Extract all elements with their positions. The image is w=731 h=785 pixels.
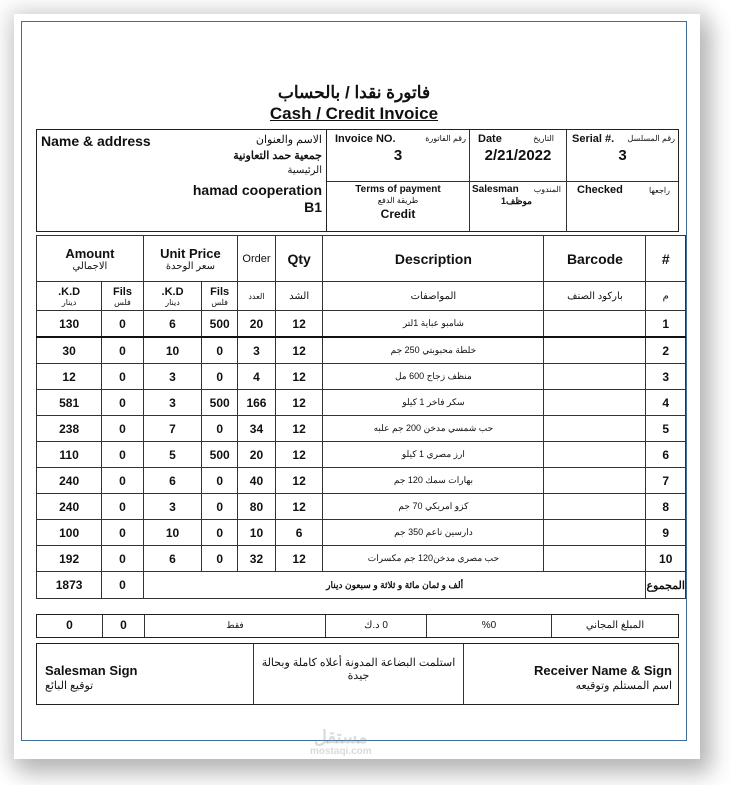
order-count-cell: 32 xyxy=(238,546,276,572)
unit-fils-cell: 500 xyxy=(202,442,238,468)
order-count-cell: 20 xyxy=(238,442,276,468)
total-row xyxy=(37,572,686,599)
watermark-site: mostaqi.com xyxy=(310,746,372,757)
description-cell: ارز مصري 1 كيلو xyxy=(323,442,544,468)
terms-cell xyxy=(327,182,470,231)
terms-label-ar: طريقة الدفع xyxy=(377,196,419,205)
description-ar-header: المواصفات xyxy=(323,282,544,311)
order-count-cell: 40 xyxy=(238,468,276,494)
order-count-cell: 20 xyxy=(238,311,276,338)
date-value: 2/21/2022 xyxy=(484,147,552,164)
amount-fils-cell: 0 xyxy=(102,442,144,468)
amount-fils-cell: 0 xyxy=(102,337,144,364)
barcode-cell xyxy=(544,390,646,416)
unit-kd-cell: 6 xyxy=(143,311,202,338)
customer-name-ar: جمعية حمد التعاونية xyxy=(233,150,322,162)
amount-kd-cell: 581 xyxy=(37,390,102,416)
salesman-sign-label-ar: توقيع البائع xyxy=(45,680,94,692)
invoice-number-value: 3 xyxy=(393,147,403,164)
salesman-label-ar: المندوب xyxy=(533,185,561,194)
unit-kd-cell: 5 xyxy=(143,442,202,468)
table-row xyxy=(37,416,686,442)
row-number-cell: 4 xyxy=(646,390,686,416)
description-cell: دارسين ناعم 350 جم xyxy=(323,520,544,546)
amount-kd-cell: 100 xyxy=(37,520,102,546)
unit-kd-cell: 10 xyxy=(143,520,202,546)
table-row xyxy=(37,546,686,572)
unit-kd-header: .K.D دينار xyxy=(143,282,202,311)
free-fils: 0 xyxy=(103,615,145,637)
free-only: فقط xyxy=(145,615,326,637)
description-cell: كزو امريكي 70 جم xyxy=(323,494,544,520)
description-cell: حب شمسي مدخن 200 جم علبه xyxy=(323,416,544,442)
title-english: Cash / Credit Invoice xyxy=(269,104,439,123)
total-label: المجموع xyxy=(646,572,686,599)
barcode-cell xyxy=(544,494,646,520)
unit-fils-cell: 500 xyxy=(202,311,238,338)
receiver-sign-cell xyxy=(464,644,678,704)
watermark-logo: مستقل xyxy=(313,727,368,747)
qty-cell: 12 xyxy=(275,416,323,442)
amount-kd-cell: 12 xyxy=(37,364,102,390)
salesman-sign-cell xyxy=(37,644,254,704)
serial-cell xyxy=(567,130,678,182)
row-number-cell: 10 xyxy=(646,546,686,572)
qty-cell: 12 xyxy=(275,390,323,416)
barcode-cell xyxy=(544,364,646,390)
unit-kd-cell: 3 xyxy=(143,390,202,416)
checked-cell xyxy=(567,182,678,231)
date-label-ar: التاريخ xyxy=(533,134,554,143)
qty-cell: 6 xyxy=(275,520,323,546)
row-number-cell: 5 xyxy=(646,416,686,442)
table-row xyxy=(37,520,686,546)
invoice-number-label: Invoice NO. xyxy=(335,133,396,145)
amount-fils-cell: 0 xyxy=(102,311,144,338)
unit-fils-cell: 0 xyxy=(202,468,238,494)
salesman-label: Salesman xyxy=(472,184,519,195)
receiver-sign-label-ar: اسم المستلم وتوقيعه xyxy=(575,680,672,692)
receipt-statement: استلمت البضاعة المدونة أعلاه كاملة وبحالة جيدة xyxy=(254,644,464,704)
terms-label: Terms of payment xyxy=(355,184,441,195)
description-cell: شامبو عباية 1لتر xyxy=(323,311,544,338)
barcode-cell xyxy=(544,546,646,572)
table-row xyxy=(37,390,686,416)
amount-fils-header: Fils فلس xyxy=(102,282,144,311)
free-amount-label: المبلغ المجاني xyxy=(585,620,645,631)
barcode-cell xyxy=(544,468,646,494)
row-number-cell: 3 xyxy=(646,364,686,390)
unit-kd-cell: 7 xyxy=(143,416,202,442)
order-count-cell: 3 xyxy=(238,337,276,364)
table-row xyxy=(37,311,686,338)
order-count-cell: 80 xyxy=(238,494,276,520)
amount-fils-cell: 0 xyxy=(102,416,144,442)
amount-fils-cell: 0 xyxy=(102,468,144,494)
qty-cell: 12 xyxy=(275,337,323,364)
customer-name-en: hamad cooperation xyxy=(192,182,322,198)
amount-kd-cell: 30 xyxy=(37,337,102,364)
unit-fils-cell: 0 xyxy=(202,494,238,520)
qty-cell: 12 xyxy=(275,546,323,572)
unit-kd-cell: 6 xyxy=(143,546,202,572)
invoice-number-cell xyxy=(327,130,470,182)
table-row xyxy=(37,494,686,520)
amount-fils-cell: 0 xyxy=(102,494,144,520)
row-number-cell: 2 xyxy=(646,337,686,364)
barcode-cell xyxy=(544,442,646,468)
qty-cell: 12 xyxy=(275,364,323,390)
subheader-row xyxy=(37,282,686,311)
unit-kd-cell: 10 xyxy=(143,337,202,364)
order-ar-header: العدد xyxy=(238,282,276,311)
barcode-cell xyxy=(544,416,646,442)
description-header: Description xyxy=(323,236,544,282)
order-count-cell: 34 xyxy=(238,416,276,442)
qty-ar-header: الشد xyxy=(275,282,323,311)
unit-kd-cell: 6 xyxy=(143,468,202,494)
customer-box xyxy=(36,129,327,232)
free-percent: %0 xyxy=(427,615,552,637)
row-number-cell: 7 xyxy=(646,468,686,494)
terms-value: Credit xyxy=(380,207,416,221)
unit-fils-header: Fils فلس xyxy=(202,282,238,311)
amount-kd-cell: 110 xyxy=(37,442,102,468)
customer-label-en: Name & address xyxy=(41,133,151,149)
amount-kd-cell: 240 xyxy=(37,494,102,520)
invoice-info-box xyxy=(326,129,679,232)
number-header: # xyxy=(646,236,686,282)
free-kd-value: 0 د.ك xyxy=(326,615,427,637)
total-in-words: ألف و ثمان مائة و ثلاثة و سبعون دينار xyxy=(143,572,646,599)
receiver-sign-label: Receiver Name & Sign xyxy=(533,663,672,678)
customer-label-ar: الاسم والعنوان xyxy=(255,134,322,146)
date-cell xyxy=(470,130,567,182)
unit-kd-cell: 3 xyxy=(143,494,202,520)
order-count-cell: 10 xyxy=(238,520,276,546)
unit-fils-cell: 0 xyxy=(202,520,238,546)
header-row xyxy=(37,236,686,282)
qty-cell: 12 xyxy=(275,442,323,468)
unit-fils-cell: 500 xyxy=(202,390,238,416)
date-label: Date xyxy=(478,133,502,145)
items-table xyxy=(36,235,686,599)
table-row xyxy=(37,468,686,494)
description-cell: سكر فاخر 1 كيلو xyxy=(323,390,544,416)
order-header: Order xyxy=(238,236,276,282)
unit-kd-cell: 3 xyxy=(143,364,202,390)
customer-branch: B1 xyxy=(304,199,322,215)
amount-kd-cell: 240 xyxy=(37,468,102,494)
salesman-sign-label: Salesman Sign xyxy=(45,663,138,678)
row-number-cell: 1 xyxy=(646,311,686,338)
order-count-cell: 166 xyxy=(238,390,276,416)
barcode-cell xyxy=(544,311,646,338)
unit-price-header: Unit Price سعر الوحدة xyxy=(143,236,237,282)
amount-fils-cell: 0 xyxy=(102,364,144,390)
invoice-number-label-ar: رقم الفاتورة xyxy=(425,134,466,143)
amount-fils-cell: 0 xyxy=(102,520,144,546)
barcode-cell xyxy=(544,337,646,364)
amount-kd-cell: 238 xyxy=(37,416,102,442)
table-row xyxy=(37,337,686,364)
free-kd: 0 xyxy=(37,615,103,637)
serial-label: Serial #. xyxy=(572,133,615,145)
description-cell: منظف زجاج 600 مل xyxy=(323,364,544,390)
qty-cell: 12 xyxy=(275,311,323,338)
row-number-cell: 6 xyxy=(646,442,686,468)
title-arabic: فاتورة نقدا / بالحساب xyxy=(277,83,431,102)
row-number-cell: 9 xyxy=(646,520,686,546)
unit-fils-cell: 0 xyxy=(202,546,238,572)
customer-district-ar: الرئيسية xyxy=(287,165,322,176)
description-cell: حب مصري مدخن120 جم مكسرات xyxy=(323,546,544,572)
free-amount-box xyxy=(36,614,679,638)
invoice-page xyxy=(21,21,687,741)
amount-fils-cell: 0 xyxy=(102,546,144,572)
row-number-cell: 8 xyxy=(646,494,686,520)
checked-label-ar: راجعها xyxy=(648,186,670,195)
amount-kd-header: .K.D دينار xyxy=(37,282,102,311)
barcode-cell xyxy=(544,520,646,546)
signature-box xyxy=(36,643,679,705)
unit-fils-cell: 0 xyxy=(202,364,238,390)
amount-kd-cell: 192 xyxy=(37,546,102,572)
total-fils: 0 xyxy=(102,572,144,599)
table-row xyxy=(37,364,686,390)
unit-fils-cell: 0 xyxy=(202,416,238,442)
qty-cell: 12 xyxy=(275,494,323,520)
unit-fils-cell: 0 xyxy=(202,337,238,364)
table-row xyxy=(37,442,686,468)
salesman-value: موظف1 xyxy=(501,196,532,206)
salesman-cell xyxy=(470,182,567,231)
qty-header: Qty xyxy=(275,236,323,282)
barcode-ar-header: باركود الصنف xyxy=(544,282,646,311)
amount-header: Amount الاجمالي xyxy=(37,236,144,282)
serial-label-ar: رقم المسلسل xyxy=(627,134,675,143)
description-cell: بهارات سمك 120 جم xyxy=(323,468,544,494)
barcode-header: Barcode xyxy=(544,236,646,282)
description-cell: خلطة محبوبتي 250 جم xyxy=(323,337,544,364)
watermark xyxy=(310,728,372,757)
amount-fils-cell: 0 xyxy=(102,390,144,416)
qty-cell: 12 xyxy=(275,468,323,494)
order-count-cell: 4 xyxy=(238,364,276,390)
total-kd: 1873 xyxy=(37,572,102,599)
number-ar-header: م xyxy=(646,282,686,311)
checked-label: Checked xyxy=(577,184,623,196)
amount-kd-cell: 130 xyxy=(37,311,102,338)
serial-value: 3 xyxy=(618,147,627,164)
